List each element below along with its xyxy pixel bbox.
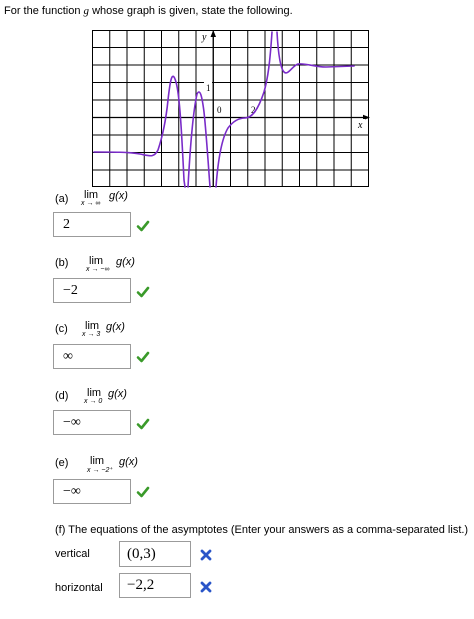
question-text: For the function g whose graph is given, state the following. (4, 5, 293, 17)
function-graph (92, 30, 370, 188)
part-c-limit: lim x → 3 g(x) (82, 320, 125, 338)
vertical-asymptote-input[interactable]: (0,3) (119, 541, 191, 567)
check-icon (136, 285, 150, 299)
part-b-limit: lim x → −∞ g(x) (86, 255, 135, 273)
cross-icon (199, 548, 213, 562)
part-b-label: (b) (55, 257, 69, 269)
part-f-prompt: (f) The equations of the asymptotes (Enter your answers as a comma-separated list.) (55, 524, 469, 536)
x-axis-label: x (358, 120, 363, 131)
part-e-label: (e) (55, 457, 69, 469)
part-a-limit: lim x → ∞ g(x) (81, 189, 128, 207)
answer-a[interactable]: 2 (53, 212, 131, 237)
part-e-limit: lim x → −2⁺ g(x) (87, 455, 138, 474)
check-icon (136, 350, 150, 364)
answer-e[interactable]: −∞ (53, 479, 131, 504)
y-axis-label: y (202, 32, 207, 43)
tick-label-2: 2 (251, 105, 256, 115)
check-icon (136, 219, 150, 233)
check-icon (136, 417, 150, 431)
part-d-label: (d) (55, 390, 69, 402)
part-c-label: (c) (55, 323, 68, 335)
check-icon (136, 485, 150, 499)
vertical-label: vertical (55, 548, 90, 560)
answer-b[interactable]: −2 (53, 278, 131, 303)
answer-d[interactable]: −∞ (53, 410, 131, 435)
part-a-label: (a) (55, 193, 69, 205)
part-d-limit: lim x → 0 g(x) (84, 387, 127, 405)
origin-label: 0 (217, 105, 222, 115)
horizontal-label: horizontal (55, 582, 103, 594)
tick-label-1: 1 (206, 83, 211, 93)
horizontal-asymptote-input[interactable]: −2,2 (119, 573, 191, 598)
cross-icon (199, 580, 213, 594)
graph-grid (92, 30, 369, 187)
answer-c[interactable]: ∞ (53, 344, 131, 369)
